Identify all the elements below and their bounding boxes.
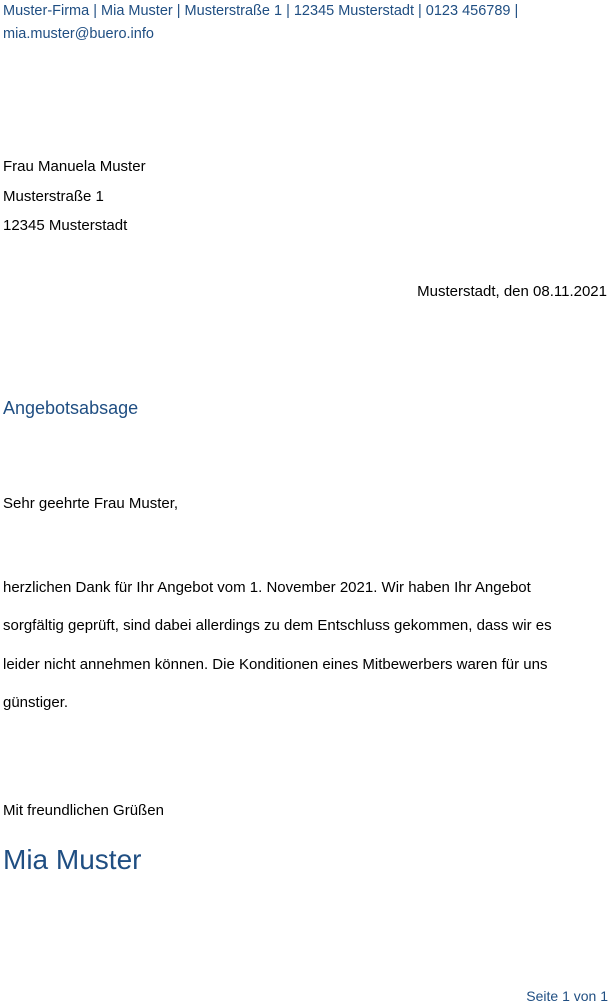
- sender-line-1: Muster-Firma | Mia Muster | Musterstraße 1 | 12345 Musterstadt | 0123 456789 |: [3, 3, 519, 19]
- recipient-street: Musterstraße 1: [3, 187, 104, 205]
- body-line: leider nicht annehmen können. Die Konditionen eines Mitbewerbers waren für uns: [3, 655, 548, 673]
- page-number: Seite 1 von 1: [526, 988, 608, 1004]
- recipient-city: 12345 Musterstadt: [3, 217, 128, 234]
- signature-name: Mia Muster: [3, 844, 142, 875]
- body-line: herzlichen Dank für Ihr Angebot vom 1. November 2021. Wir haben Ihr Angebot: [3, 579, 531, 596]
- recipient-name: Frau Manuela Muster: [3, 158, 146, 175]
- body-line: günstiger.: [3, 693, 69, 711]
- sender-line-2: mia.muster@buero.info: [3, 26, 154, 42]
- recipient-address: [3, 152, 146, 241]
- letter-body: [3, 569, 605, 722]
- closing-phrase: Mit freundlichen Grüßen: [3, 802, 164, 819]
- salutation: Sehr geehrte Frau Muster,: [3, 495, 179, 512]
- letter-subject: Angebotsabsage: [3, 398, 139, 418]
- letter-date: Musterstadt, den 08.11.2021: [417, 283, 607, 300]
- sender-header: [3, 0, 603, 46]
- body-line: sorgfältig geprüft, sind dabei allerdings zu dem Entschluss gekommen, dass wir es: [3, 617, 552, 635]
